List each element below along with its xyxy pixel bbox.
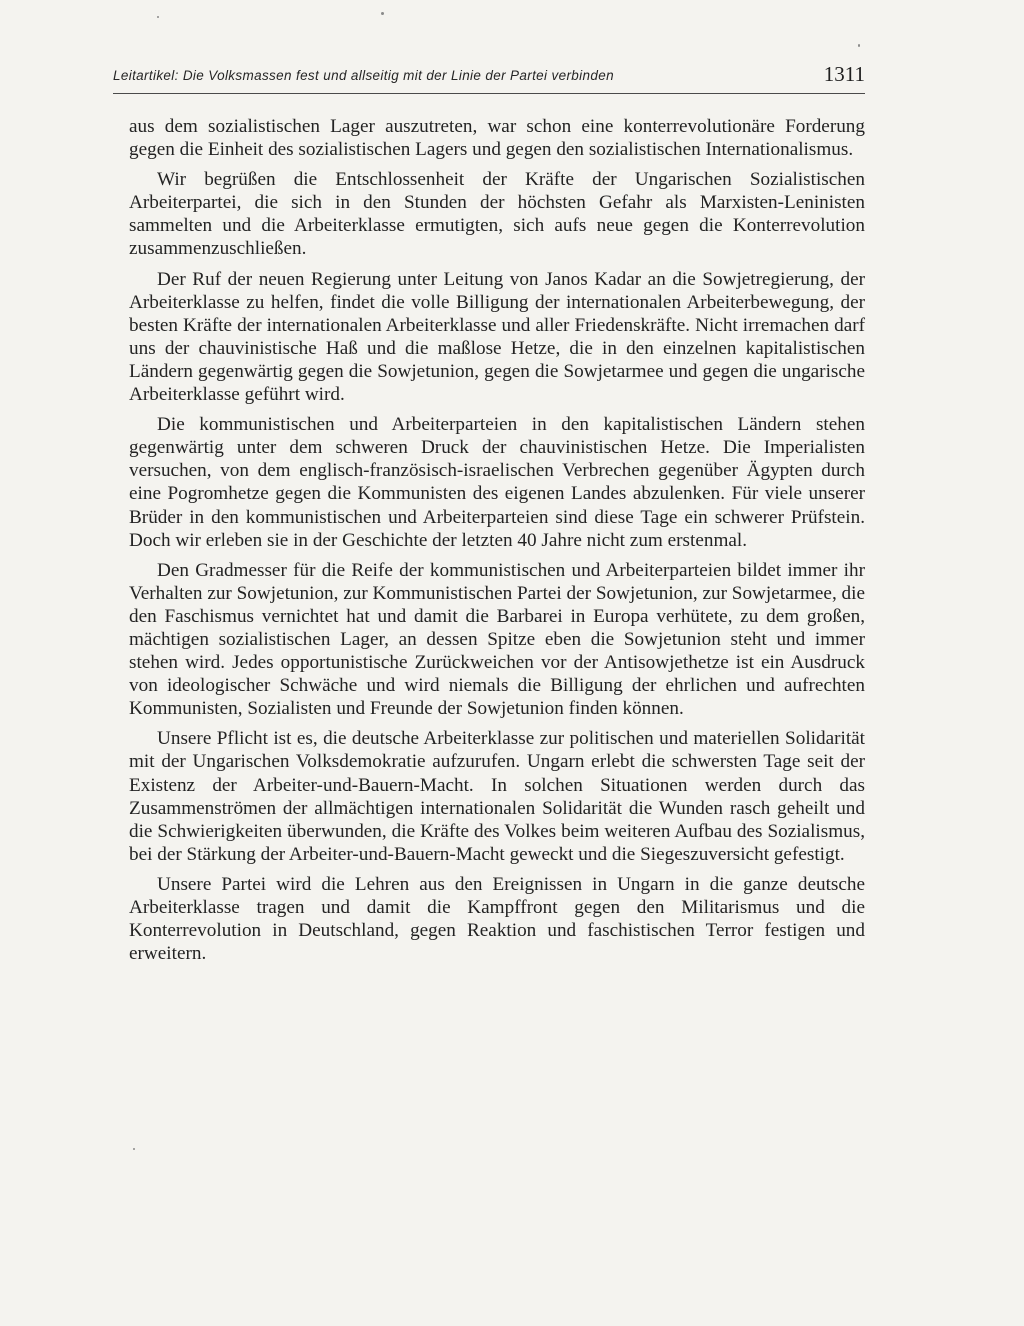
article-body	[129, 115, 865, 972]
running-header	[113, 64, 867, 94]
paragraph-4: Die kommunistischen und Arbeiterparteien in den kapitalistischen Ländern stehen gegenwärtig unter dem schweren Druck der chauvinistischen Hetze. Die Imperialisten versuchen, von dem englisch-französisch-israelischen Verbrechen gegenüber Ägypten durch eine Pogromhetze gegen die Kommunisten des eigenen Landes abzulenken. Für viele unserer Brüder in den kommunistischen und Arbeiterparteien sind diese Tage ein schwerer Prüfstein. Doch wir erleben sie in der Geschichte der letzten 40 Jahre nicht zum erstenmal.	[129, 414, 865, 551]
paragraph-1: aus dem sozialistischen Lager auszutreten, war schon eine konterrevolutionäre Forderung gegen die Einheit des sozialistischen Lagers und gegen den sozialistischen Internationalismus.	[129, 116, 865, 161]
paragraph-6: Unsere Pflicht ist es, die deutsche Arbeiterklasse zur politischen und materiellen Solidarität mit der Ungarischen Volksdemokratie aufzurufen. Ungarn erlebt die schwersten Tage seit der Existenz der Arbeiter-und-Bauern-Macht. In solchen Situationen werden durch das Zusammenströmen der allmächtigen internationalen Solidarität die Wunden rasch geheilt und die Schwierigkeiten überwunden, die Kräfte des Volkes beim weiteren Aufbau des Sozialismus, bei der Stärkung der Arbeiter-und-Bauern-Macht geweckt und die Siegeszuversicht gefestigt.	[129, 728, 865, 865]
scan-speck	[858, 44, 860, 47]
paragraph-7: Unsere Partei wird die Lehren aus den Ereignissen in Ungarn in die ganze deutsche Arbeiterklasse tragen und damit die Kampffront gegen den Militarismus und die Konterrevolution in Deutschland, gegen Reaktion und faschistischen Terror festigen und erweitern.	[129, 873, 865, 965]
header-rule	[113, 93, 865, 94]
scan-speck	[133, 1148, 135, 1150]
scan-speck	[381, 12, 384, 15]
scan-speck	[157, 16, 159, 18]
running-header-title: Leitartikel: Die Volksmassen fest und allseitig mit der Linie der Partei verbinden	[113, 68, 614, 83]
paragraph-2: Wir begrüßen die Entschlossenheit der Kräfte der Ungarischen Sozialistischen Arbeiterpartei, die sich in den Stunden der höchsten Gefahr als Marxisten-Leninisten sammelten und die Arbeiterklasse ermutigten, sich aufs neue gegen die Konterrevolution zusammenzuschließen.	[129, 169, 865, 260]
page-number: 1311	[823, 62, 865, 86]
paragraph-3: Der Ruf der neuen Regierung unter Leitung von Janos Kadar an die Sowjetregierung, der Arbeiterklasse zu helfen, findet die volle Billigung der internationalen Arbeiterbewegung, der besten Kräfte der internationalen Arbeiterklasse und aller Friedenskräfte. Nicht irremachen darf uns der chauvinistische Haß und die maßlose Hetze, die in den einzelnen kapitalistischen Ländern gegenwärtig gegen die Sowjetunion, gegen die Sowjetarmee und gegen die ungarische Arbeiterklasse geführt wird.	[129, 268, 865, 406]
paragraph-5: Den Gradmesser für die Reife der kommunistischen und Arbeiterparteien bildet immer ihr Verhalten zur Sowjetunion, zur Kommunistischen Partei der Sowjetunion, zur Sowjetarmee, die den Faschismus vernichtet hat und damit die Barbarei in Europa verhütete, zu dem großen, mächtigen sozialistischen Lager, an dessen Spitze eben die Sowjetunion steht und immer stehen wird. Jedes opportunistische Zurückweichen vor der Antisowjethetze ist ein Ausdruck von ideologischer Schwäche und wird niemals die Billigung der ehrlichen und aufrechten Kommunisten, Sozialisten und Freunde der Sowjetunion finden können.	[129, 559, 865, 720]
